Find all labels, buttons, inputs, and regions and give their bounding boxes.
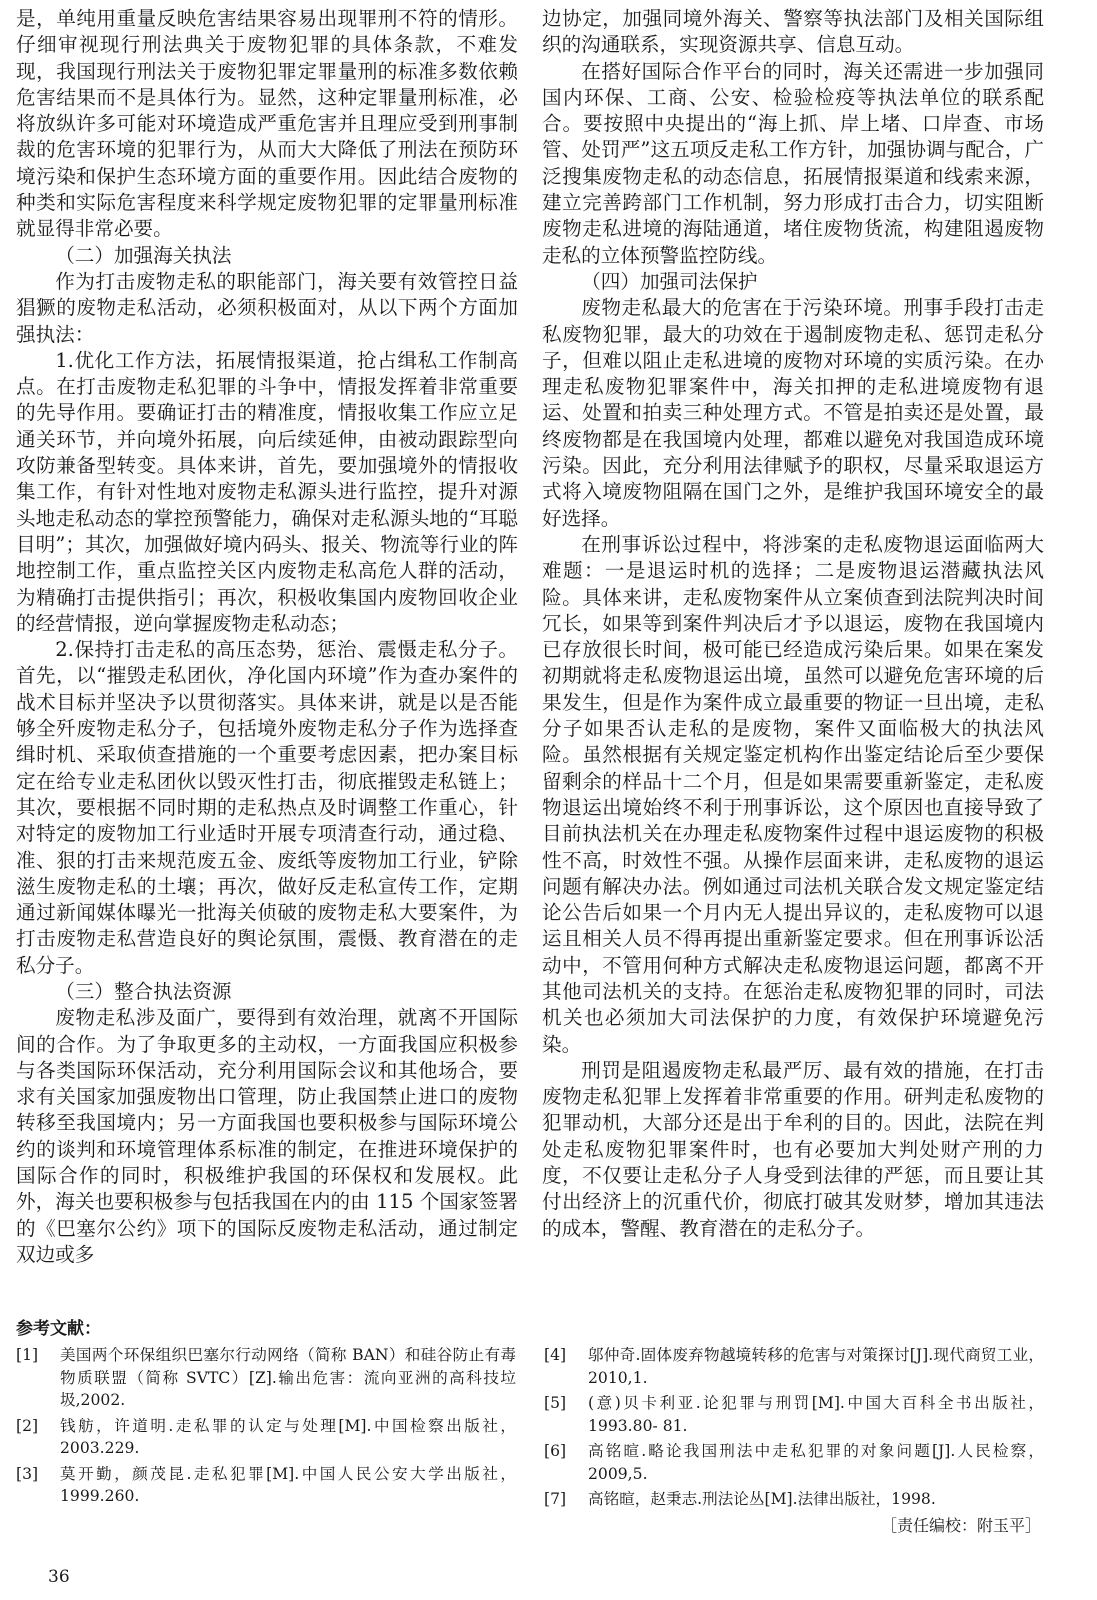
reference-number: [3]: [16, 1464, 39, 1483]
body-paragraph: 2.保持打击走私的高压态势，惩治、震慑走私分子。首先，以“摧毁走私团伙，净化国内环境”作为查办案件的战术目标并坚决予以贯彻落实。具体来讲，就是以是否能够全歼废物走私分子，包括境外废物走私分子作为选择查缉时机、采取侦查措施的一个重要考虑因素，把办案目标定在给专业走私团伙以毁灭性打击，彻底摧毁走私链上；其次，要根据不同时期的走私热点及时调整工作重心，针对特定的废物加工行业适时开展专项清查行动，通过稳、准、狠的打击来规范废五金、废纸等废物加工行业，铲除滋生废物走私的土壤；再次，做好反走私宣传工作，定期通过新闻媒体曝光一批海关侦破的废物走私大要案件，为打击废物走私营造良好的舆论氛围，震慑、教育潜在的走私分子。: [16, 638, 518, 977]
body-paragraph: 边协定，加强同境外海关、警察等执法部门及相关国际组织的沟通联系，实现资源共享、信息互动。: [542, 7, 1044, 57]
body-paragraph: 刑罚是阻遏废物走私最严厉、最有效的措施，在打击废物走私犯罪上发挥着非常重要的作用。研判走私废物的犯罪动机，大部分还是出于牟利的目的。因此，法院在判处走私废物犯罪案件时，也有必要加大判处财产刑的力度，不仅要让走私分子人身受到法律的严惩，而且要让其付出经济上的沉重代价，彻底打破其发财梦，增加其违法的成本，警醒、教育潜在的走私分子。: [542, 1058, 1044, 1240]
section-heading: （二）加强海关执法: [55, 243, 232, 267]
page-number: 36: [48, 1567, 70, 1587]
body-paragraph: 废物走私涉及面广，要得到有效治理，就离不开国际间的合作。为了争取更多的主动权，一方面我国应积极参与各类国际环保活动，充分利用国际会议和其他场合，要求有关国家加强废物出口管理，防止我国禁止进口的废物转移至我国境内；另一方面我国也要积极参与国际环境公约的谈判和环境管理体系标准的制定，在推进环境保护的国际合作的同时，积极维护我国的环保权和发展权。此外，海关也要积极参与包括我国在内的由 115 个国家签署的《巴塞尔公约》项下的国际反废物走私活动，通过制定双边或多: [16, 1006, 518, 1266]
reference-item: [16, 1415, 516, 1460]
references-list-right: [544, 1344, 1044, 1514]
body-paragraph: 1.优化工作方法，拓展情报渠道，抢占缉私工作制高点。在打击废物走私犯罪的斗争中，情报发挥着非常重要的先导作用。要确证打击的精准度，情报收集工作应立足通关环节，并向境外拓展，向后续延伸，由被动跟踪型向攻防兼备型转变。具体来讲，首先，要加强境外的情报收集工作，有针对性地对废物走私源头进行监控，提升对源头地走私动态的掌控预警能力，确保对走私源头地的“耳聪目明”；其次，加强做好境内码头、报关、物流等行业的阵地控制工作，重点监控关区内废物走私高危人群的活动，为精确打击提供指引；再次，积极收集国内废物回收企业的经营情报，逆向掌握废物走私动态；: [16, 348, 518, 635]
reference-number: [6]: [544, 1442, 567, 1460]
section-heading: （四）加强司法保护: [581, 269, 758, 293]
reference-text: 美国两个环保组织巴塞尔行动网络（简称 BAN）和硅谷防止有毒物质联盟（简称 SVTC）[Z].输出危害：流向亚洲的高科技垃圾,2002.: [60, 1346, 516, 1409]
reference-text: 高铭暄.略论我国刑法中走私犯罪的对象问题[J].人民检察，2009,5.: [588, 1442, 1044, 1483]
reference-text: 钱舫，许道明.走私罪的认定与处理[M].中国检察出版社，2003.229.: [60, 1416, 516, 1457]
body-paragraph: 废物走私最大的危害在于污染环境。刑事手段打击走私废物犯罪，最大的功效在于遏制废物走私、惩罚走私分子，但难以阻止走私进境的废物对环境的实质污染。在办理走私废物犯罪案件中，海关扣押的走私进境废物有退运、处置和拍卖三种处理方式。不管是拍卖还是处置，最终废物都是在我国境内处理，都难以避免对我国造成环境污染。因此，充分利用法律赋予的职权，尽量采取退运方式将入境废物阻隔在国门之外，是维护我国环境安全的最好选择。: [542, 296, 1044, 530]
body-paragraph: 在搭好国际合作平台的同时，海关还需进一步加强同国内环保、工商、公安、检验检疫等执法单位的联系配合。要按照中央提出的“海上抓、岸上堵、口岸查、市场管、处罚严”这五项反走私工作方针，加强协调与配合，广泛搜集废物走私的动态信息，拓展情报渠道和线索来源，建立完善跨部门工作机制，努力形成打击合力，切实阻断废物走私进境的海陆通道，堵住废物货流，构建阻遏废物走私的立体预警监控防线。: [542, 59, 1044, 267]
reference-item: [544, 1488, 1044, 1511]
reference-number: [4]: [544, 1346, 567, 1364]
right-column: [542, 6, 1044, 1242]
left-column: [16, 6, 518, 1268]
reference-item: [544, 1344, 1044, 1389]
references-heading: 参考文献：: [16, 1319, 101, 1339]
body-paragraph: 作为打击废物走私的职能部门，海关要有效管控日益猖獗的废物走私活动，必须积极面对，从以下两个方面加强执法：: [16, 269, 518, 346]
reference-number: [7]: [544, 1490, 567, 1508]
references-list-left: [16, 1344, 516, 1511]
body-paragraph: 是，单纯用重量反映危害结果容易出现罪刑不符的情形。仔细审视现行刑法典关于废物犯罪的具体条款，不难发现，我国现行刑法关于废物犯罪定罪量刑的标准多数依赖危害结果而不是具体行为。显然，这种定罪量刑标准，必将放纵许多可能对环境造成严重危害并且理应受到刑事制裁的危害环境的犯罪行为，从而大大降低了刑法在预防环境污染和保护生态环境方面的重要作用。因此结合废物的种类和实际危害程度来科学规定废物犯罪的定罪量刑标准就显得非常必要。: [16, 7, 518, 241]
reference-text: 高铭暄，赵秉志.刑法论丛[M].法律出版社，1998.: [588, 1490, 936, 1508]
reference-item: [544, 1392, 1044, 1437]
reference-item: [544, 1440, 1044, 1485]
reference-text: (意)贝卡利亚.论犯罪与刑罚[M].中国大百科全书出版社，1993.80- 81.: [588, 1394, 1044, 1435]
reference-item: [16, 1463, 516, 1508]
reference-number: [5]: [544, 1394, 567, 1412]
editor-note: ［责任编校：附玉平］: [880, 1516, 1041, 1535]
reference-text: 邬仲奇.固体废弃物越境转移的危害与对策探讨[J].现代商贸工业，2010,1.: [588, 1346, 1044, 1387]
reference-number: [1]: [16, 1346, 39, 1364]
body-paragraph: 在刑事诉讼过程中，将涉案的走私废物退运面临两大难题：一是退运时机的选择；二是废物退运潜藏执法风险。具体来讲，走私废物案件从立案侦查到法院判决时间冗长，如果等到案件判决后才予以退运，废物在我国境内已存放很长时间，极可能已经造成污染后果。如果在案发初期就将走私废物退运出境，虽然可以避免危害环境的后果发生，但是作为案件成立最重要的物证一旦出境，走私分子如果否认走私的是废物，案件又面临极大的执法风险。虽然根据有关规定鉴定机构作出鉴定结论后至少要保留剩余的样品十二个月，但是如果需要重新鉴定，走私废物退运出境始终不利于刑事诉讼，这个原因也直接导致了目前执法机关在办理走私废物案件过程中退运废物的积极性不高，时效性不强。从操作层面来讲，走私废物的退运问题有解决办法。例如通过司法机关联合发文规定鉴定结论公告后如果一个月内无人提出异议的，走私废物可以退运且相关人员不得再提出重新鉴定要求。但在刑事诉讼活动中，不管用何种方式解决走私废物退运问题，都离不开其他司法机关的支持。在惩治走私废物犯罪的同时，司法机关也必须加大司法保护的力度，有效保护环境避免污染。: [542, 532, 1044, 1056]
section-heading: （三）整合执法资源: [55, 979, 232, 1003]
reference-item: [16, 1344, 516, 1412]
reference-text: 莫开勤，颜茂昆.走私犯罪[M].中国人民公安大学出版社，1999.260.: [60, 1464, 516, 1505]
reference-number: [2]: [16, 1416, 39, 1435]
